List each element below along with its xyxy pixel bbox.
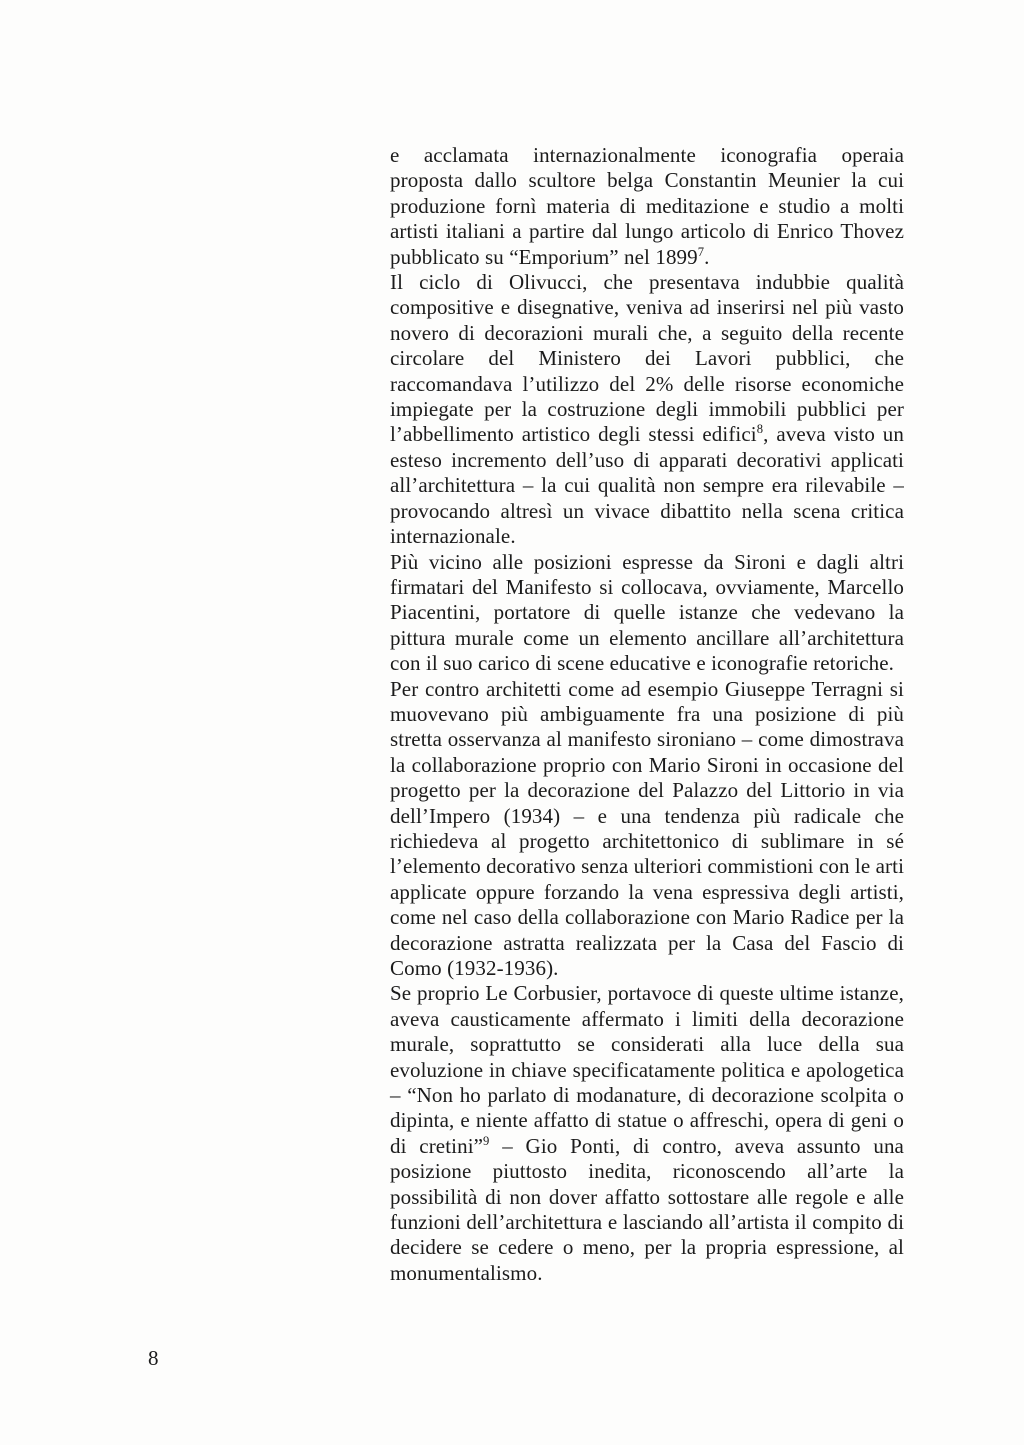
footnote-marker: 9	[483, 1133, 490, 1148]
paragraph	[390, 981, 904, 1286]
text-run: .	[704, 244, 710, 269]
paragraph	[390, 143, 904, 270]
footnote-marker: 7	[697, 244, 705, 259]
text-run: Il ciclo di Olivucci, che presentava indubbie qualità compositive e disegnative, veniva ad inserirsi nel più vasto novero di decorazioni murali che, a seguito della recente circolare del Ministero dei Lavori pubblici, che raccomandava l’utilizzo del 2% delle risorse economiche impiegate per la costruzione degli immobili pubblici per l’abbellimento artistico degli stessi edifici	[390, 270, 904, 447]
text-run: Se proprio Le Corbusier, portavoce di queste ultime istanze, aveva causticamente affermato i limiti della decorazione murale, soprattutto se considerati alla luce della sua evoluzione in chiave specificatamente politica e apologetica – “Non ho parlato di modanature, di decorazione scolpita o dipinta, e niente affatto di statue o affreschi, opera di geni o di cretini”	[390, 981, 904, 1158]
paragraph	[390, 550, 904, 677]
text-run: e acclamata internazionalmente iconografia operaia proposta dallo scultore belga Constantin Meunier la cui produzione fornì materia di meditazione e studio a molti artisti italiani a partire dal lungo articolo di Enrico Thovez pubblicato su “Emporium” nel 1899	[390, 143, 904, 269]
footnote-marker: 8	[756, 422, 764, 437]
text-run: – Gio Ponti, di contro, aveva assunto una posizione piuttosto inedita, riconoscendo all’arte la possibilità di non dover affatto sottostare alle regole e alle funzioni dell’architettura e lasciando all’artista il compito di decidere se cedere o meno, per la propria espressione, al monumentalismo.	[390, 1133, 904, 1285]
body-text	[390, 143, 904, 1286]
paragraph	[390, 270, 904, 549]
text-run: , aveva visto un esteso incremento dell’uso di apparati decorativi applicati all’architettura – la cui qualità non sempre era rilevabile – provocando altresì un vivace dibattito nella scena critica internazionale.	[390, 422, 905, 549]
page-number: 8	[148, 1346, 159, 1370]
paragraph	[390, 677, 904, 982]
text-run: Per contro architetti come ad esempio Giuseppe Terragni si muovevano più ambiguamente fra una posizione di più stretta osservanza al manifesto sironiano – come dimostrava la collaborazione proprio con Mario Sironi in occasione del progetto per la decorazione del Palazzo del Littorio in via dell’Impero (1934) – e una tendenza più radicale che richiedeva al progetto architettonico di sublimare in sé l’elemento decorativo senza ulteriori commistioni con le arti applicate oppure forzando la vena espressiva degli artisti, come nel caso della collaborazione con Mario Radice per la decorazione astratta realizzata per la Casa del Fascio di Como (1932-1936).	[390, 676, 905, 980]
text-run: Più vicino alle posizioni espresse da Sironi e dagli altri firmatari del Manifesto si collocava, ovviamente, Marcello Piacentini, portatore di quelle istanze che vedevano la pittura murale come un elemento ancillare all’architettura con il suo carico di scene educative e iconografie retoriche.	[390, 549, 904, 676]
